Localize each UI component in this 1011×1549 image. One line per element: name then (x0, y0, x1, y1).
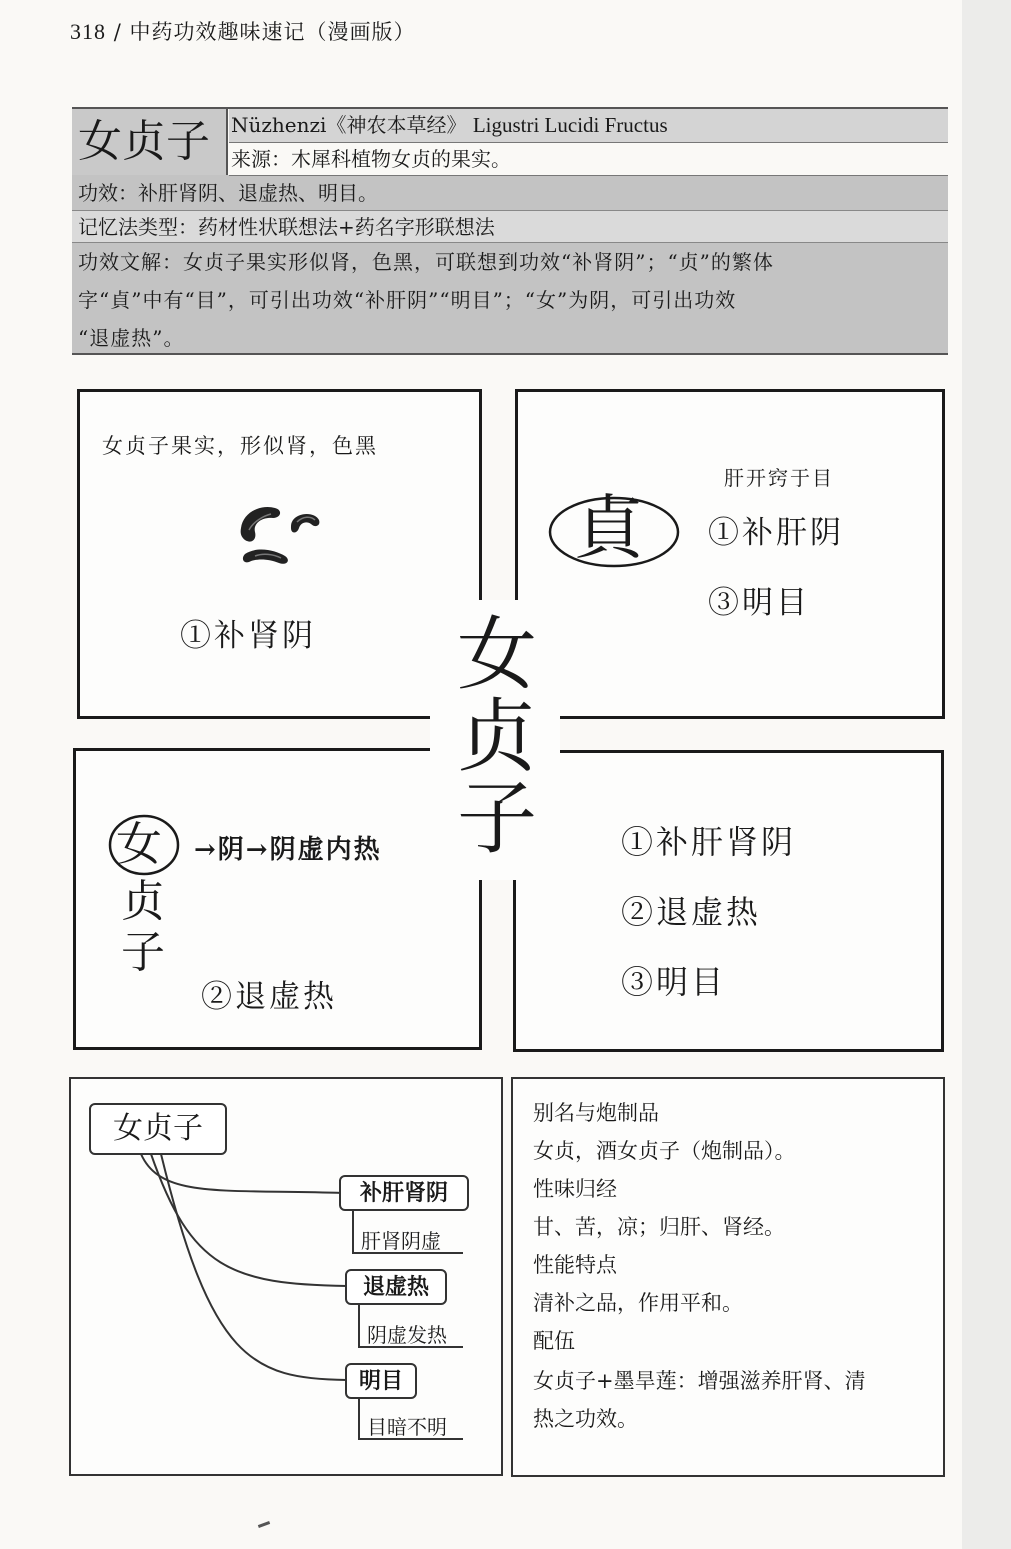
summary-effect: ③明目 (621, 963, 727, 1001)
tree-branch-detail: 肝肾阴虚 (361, 1229, 441, 1253)
explanation-block (72, 243, 948, 355)
memory-type-row: 记忆法类型：药材性状联想法+药名字形联想法 (72, 211, 948, 243)
comic-panel-liver (515, 389, 945, 719)
pinyin-source: Nüzhenzi《神农本草经》 (231, 113, 467, 137)
panel2-effect-3: ③明目 (708, 585, 810, 621)
kidney-fruit-icon (235, 500, 325, 570)
book-title: 中药功效趣味速记（漫画版） (129, 20, 416, 44)
nature-heading: 性味归经 (533, 1177, 617, 1201)
center-title-char: 贞 (457, 690, 537, 783)
entry-title: 女贞子 (72, 109, 226, 175)
stack-char: 子 (121, 927, 165, 978)
panel1-effect: ①补肾阴 (180, 618, 316, 654)
comic-panel-summary (513, 750, 944, 1052)
origin-row: 来源：木犀科植物女贞的果实。 (229, 143, 948, 176)
mind-map (69, 1077, 503, 1476)
tree-branch: 补肝肾阴 (339, 1175, 469, 1211)
head-separator: / (113, 20, 122, 44)
summary-effect: ②退虚热 (621, 893, 762, 931)
combo-text: 热之功效。 (533, 1407, 638, 1431)
combo-text: 女贞子+墨旱莲：增强滋养肝肾、清 (533, 1369, 866, 1393)
combo-heading: 配伍 (533, 1329, 575, 1353)
yin-chain: →阴→阴虚内热 (194, 835, 382, 865)
tree-root: 女贞子 (89, 1103, 227, 1155)
tree-branch: 明目 (345, 1363, 417, 1399)
center-title-char: 女 (457, 608, 537, 701)
entry-header (72, 107, 948, 355)
comic-panel-kidney (77, 389, 482, 719)
explanation-line: “退虚热”。 (78, 326, 185, 350)
summary-effect: ①补肝肾阴 (621, 823, 797, 861)
panel3-effect: ②退虚热 (201, 979, 337, 1015)
page-gutter (962, 0, 1011, 1549)
panel2-effect-1: ①补肝阴 (708, 515, 844, 551)
comic-panel-heat (73, 748, 482, 1050)
tree-branch-detail: 阴虚发热 (367, 1323, 447, 1347)
tree-branch: 退虚热 (345, 1269, 447, 1305)
running-head (70, 16, 415, 46)
circled-char: 女 (116, 817, 162, 871)
latin-name: Ligustri Lucidi Fructus (472, 113, 668, 137)
nature-text: 甘、苦，凉；归肝、肾经。 (533, 1215, 785, 1239)
alias-heading: 别名与炮制品 (533, 1101, 659, 1125)
stack-char: 贞 (121, 876, 165, 927)
feature-heading: 性能特点 (533, 1253, 617, 1277)
panel2-note: 肝开窍于目 (724, 466, 834, 490)
explanation-line: 字“貞”中有“目”，可引出功效“补肝阴”“明目”；“女”为阴，可引出功效 (78, 288, 737, 312)
pinyin-row (229, 109, 948, 143)
traditional-char: 貞 (574, 487, 644, 569)
panel1-caption: 女贞子果实，形似肾，色黑 (102, 434, 378, 458)
info-box (511, 1077, 945, 1477)
tree-branch-detail: 目暗不明 (367, 1415, 447, 1439)
center-title-char: 子 (457, 772, 537, 865)
effects-row: 功效：补肝肾阴、退虚热、明目。 (72, 175, 948, 211)
explanation-line: 功效文解：女贞子果实形似肾，色黑，可联想到功效“补肾阴”；“贞”的繁体 (78, 250, 774, 274)
page-number: 318 (70, 19, 106, 44)
feature-text: 清补之品，作用平和。 (533, 1291, 743, 1315)
alias-text: 女贞，酒女贞子（炮制品）。 (533, 1139, 796, 1163)
